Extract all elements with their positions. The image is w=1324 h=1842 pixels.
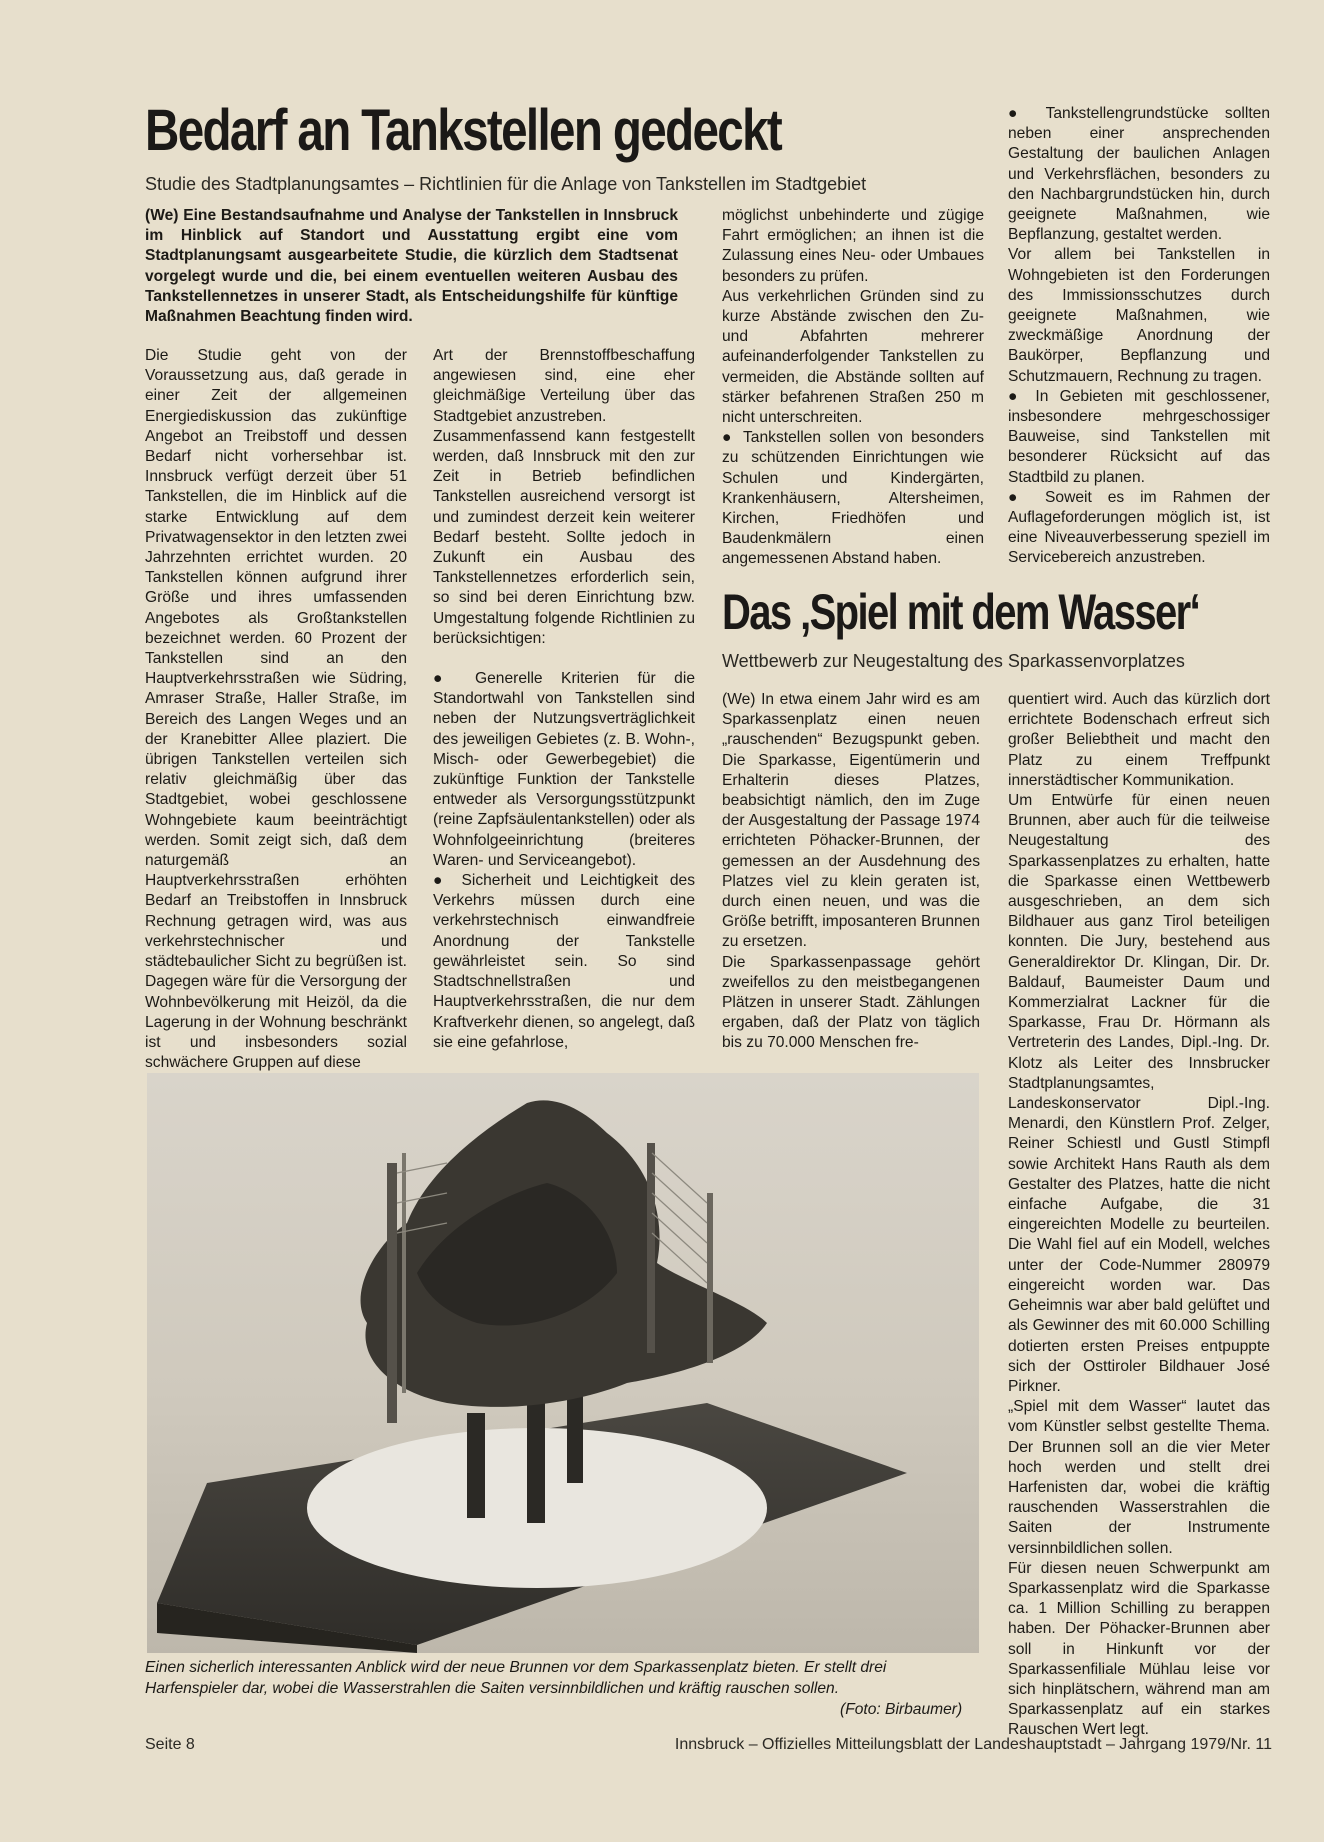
article1-col3-para-b: Aus verkehrlichen Gründen sind zu kurze Abstände zwischen den Zu- und Abfahrten mehrerer aufeinanderfolgender Tankstellen zu vermeiden, die Abstände sollten auf stärker befahrenen Straßen 250 m nicht unterschreiten. bbox=[722, 287, 984, 427]
photo-caption-text: Einen sicherlich interessanten Anblick wird der neue Brunnen vor dem Sparkassenplatz bieten. Er stellt drei Harfenspieler dar, wobei die Wasserstrahlen die Saiten versinnbildlichen und kräftig rauschen sollen. bbox=[145, 1659, 887, 1697]
article2-col1-para-b: Die Sparkassenpassage gehört zweifellos zu den meistbegangenen Plätzen in unserer Stadt. Zählungen ergaben, daß der Platz von täglich bis zu 70.000 Menschen fre- bbox=[722, 953, 980, 1052]
article1-column-1 bbox=[145, 346, 407, 1073]
article2-col1-para-a: (We) In etwa einem Jahr wird es am Sparkassenplatz einen neuen „rauschenden“ Bezugspunkt geben. Die Sparkasse, Eigentümerin und Erhalterin dieses Platzes, beabsichtigt nämlich, den im Zuge der Ausgestaltung der Passage 1974 errichteten Pöhacker-Brunnen, der gemessen an der Ausdehnung des Platzes viel zu klein geraten ist, durch einen neuen, und was die Größe betrifft, imposanteren Brunnen zu ersetzen. bbox=[722, 691, 981, 951]
bullet-icon: ● bbox=[1008, 387, 1025, 405]
article2-col2-para-b: Um Entwürfe für einen neuen Brunnen, aber auch für die teilweise Neugestaltung des Sparkassenplatzes zu erhalten, hatte die Sparkasse einen Wettbewerb ausgeschrieben, an dem sich Bildhauer aus ganz Tirol beteiligen konnten. Die Jury, bestehend aus Generaldirektor Dr. Klingan, Dir. Dr. Baldauf, Baumeister Daum und Kommerzialrat Lackner für die Sparkasse, Frau Dr. Hörmann als Vertreterin des Landes, Dipl.-Ing. Dr. Klotz als Leiter des Innsbrucker Stadtplanungsamtes, Landeskonservator Dipl.-Ing. Menardi, den Künstlern Prof. Zelger, Reiner Schiestl und Gustl Stimpfl sowie Architekt Hans Rauth als dem Gestalter des Platzes, hatte die nicht einfache Aufgabe, die 31 eingereichten Modelle zu beurteilen. Die Wahl fiel auf ein Modell, welches unter der Code-Nummer 280979 eingereicht worden war. Das Geheimnis war aber bald gelüftet und als Gewinner des mit 60.000 Schilling dotierten ersten Preises entpuppte sich der Osttiroler Bildhauer José Pirkner. bbox=[1008, 792, 1270, 1395]
article1-col2-bullet-1 bbox=[433, 669, 695, 871]
bullet-icon: ● bbox=[1008, 488, 1030, 506]
article1-col4-bullet-2 bbox=[1008, 387, 1270, 488]
article1-lead-text: (We) Eine Bestandsaufnahme und Analyse der Tankstellen in Innsbruck im Hinblick auf Standort und Ausstattung ergibt eine vom Stadtplanungsamt ausgearbeitete Studie, die kürzlich dem Stadtsenat vorgelegt wurde und die, bei einem eventuellen weiteren Ausbau des Tankstellennetzes in unserer Stadt, als Entscheidungshilfe für künftige Maßnahmen Beachtung finden wird. bbox=[145, 207, 678, 326]
article2-col2-para-a: quentiert wird. Auch das kürzlich dort errichtete Bodenschach erfreut sich großer Beliebtheit und macht den Platz zu einem Treffpunkt innerstädtischer Kommunikation. bbox=[1008, 691, 1270, 789]
article1-col4-para-b: Vor allem bei Tankstellen in Wohngebieten ist den Forderungen des Immissionsschutzes durch geeignete Maßnahmen, wie zweckmäßige Anordnung der Baukörper, Bepflanzung und Schutzmauern, Rechnung zu tragen. bbox=[1008, 246, 1270, 385]
article1-col3-bullet-1-text: Tankstellen sollen von besonders zu schützenden Einrichtungen wie Schulen und Kindergärten, Krankenhäusern, Altersheimen, Kirchen, Friedhöfen und Baudenkmälern einen angemessenen Abstand haben. bbox=[722, 429, 984, 568]
article2-headline: Das ‚Spiel mit dem Wasser‘ bbox=[722, 584, 1200, 640]
article1-col3-bullet-1 bbox=[722, 428, 984, 569]
fountain-model-photo bbox=[147, 1073, 979, 1653]
article1-col4-bullet-2-text: In Gebieten mit geschlossener, insbesondere mehrgeschossiger Bauweise, sind Tankstellen mit besonderer Rücksicht auf das Stadtbild zu planen. bbox=[1008, 387, 1270, 486]
article2-col2-para-d: Für diesen neuen Schwerpunkt am Sparkassenplatz wird die Sparkasse ca. 1 Million Schilling zu berappen haben. Der Pöhacker-Brunnen aber soll in Hinkunft vor der Sparkassenfiliale Mühlau leise vor sich hinplätschern, während man am Sparkassenplatz auf ein starkes Rauschen Wert legt. bbox=[1008, 1559, 1270, 1739]
article2-subheadline: Wettbewerb zur Neugestaltung des Sparkassenvorplatzes bbox=[722, 651, 1185, 671]
footer-publication: Innsbruck – Offizielles Mitteilungsblatt der Landeshauptstadt – Jahrgang 1979/Nr. 11 bbox=[674, 1736, 1272, 1753]
article1-col4-bullet-1-text: Tankstellengrundstücke sollten neben einer ansprechenden Gestaltung der baulichen Anlagen und Verkehrsflächen, besonders zu den Nachbargrundstücken hin, durch geeignete Maßnahmen, wie Bepflanzung, gestaltet werden. bbox=[1008, 105, 1270, 244]
article1-col2-bullet-2 bbox=[433, 871, 695, 1053]
bullet-icon: ● bbox=[722, 429, 736, 447]
article1-col2-bullet-2-text: Sicherheit und Leichtigkeit des Verkehrs müssen durch eine verkehrstechnisch einwandfreie Anordnung der Tankstelle gewährleistet sein. So sind Stadtschnellstraßen und Hauptverkehrsstraßen, die nur dem Kraftverkehr dienen, so angelegt, daß sie eine gefahrlose, bbox=[433, 872, 695, 1051]
article1-col2-para-a: Art der Brennstoffbeschaffung angewiesen sind, eine eher gleichmäßige Verteilung über das Stadtgebiet anzustreben. bbox=[433, 347, 695, 425]
article1-col4-bullet-3-text: Soweit es im Rahmen der Auflageforderungen möglich ist, ist eine Niveauverbesserung speziell im Servicebereich anzustreben. bbox=[1008, 488, 1270, 567]
article1-column-2 bbox=[433, 346, 695, 1053]
article1-col4-bullet-3 bbox=[1008, 488, 1270, 569]
article1-col3-para-a: möglichst unbehinderte und zügige Fahrt ermöglichen; an ihnen ist die Zulassung eines Neu- oder Umbaues besonders zu prüfen. bbox=[722, 207, 984, 285]
bullet-icon: ● bbox=[1008, 105, 1030, 122]
footer-page-number: Seite 8 bbox=[145, 1736, 195, 1753]
article1-lead bbox=[145, 206, 678, 327]
article1-headline: Bedarf an Tankstellen gedeckt bbox=[145, 98, 782, 163]
article1-col1-text: Die Studie geht von der Voraussetzung aus, daß gerade in einer Zeit der allgemeinen Energiediskussion das zukünftige Angebot an Treibstoff und dessen Bedarf nicht vorhersehbar ist. Innsbruck verfügt derzeit über 51 Tankstellen, die im Hinblick auf die starke Entwicklung auf dem Privatwagensektor in den letzten zwei Jahrzehnten errichtet wurden. 20 Tankstellen können aufgrund ihrer Größe und ihres umfassenden Angebotes als Großtankstellen bezeichnet werden. 60 Prozent der Tankstellen sind an den Hauptverkehrsstraßen wie Südring, Amraser Straße, Haller Straße, im Bereich des Langen Weges und an der Kranebitter Allee plaziert. Die übrigen Tankstellen verteilen sich relativ gleichmäßig über das Stadtgebiet, wobei geschlossene Wohngebiete kaum beeinträchtigt werden. Somit zeigt sich, daß dem naturgemäß an Hauptverkehrsstraßen erhöhten Bedarf an Treibstoffen in Innsbruck Rechnung getragen wird, was aus verkehrstechnischer und städtebaulicher Sicht zu begrüßen ist. Dagegen wäre für die Versorgung der Wohnbevölkerung mit Heizöl, da die Lagerung in der Wohnung beschränkt ist und insbesonders sozial schwächere Gruppen auf diese bbox=[145, 347, 407, 1072]
article1-col2-para-b: Zusammenfassend kann festgestellt werden, daß Innsbruck mit den zur Zeit in Betrieb befindlichen Tankstellen ausreichend versorgt ist und zumindest derzeit kein weiterer Bedarf besteht. Sollte jedoch in Zukunft ein Ausbau des Tankstellennetzes erforderlich sein, so sind bei deren Einrichtung bzw. Umgestaltung folgende Richtlinien zu berücksichtigen: bbox=[433, 427, 695, 647]
article2-col2-para-c: „Spiel mit dem Wasser“ lautet das vom Künstler selbst gestellte Thema. Der Brunnen soll an die vier Meter hoch werden und stellt drei Harfenisten dar, wobei die kräftig rauschenden Wasserstrahlen die Saiten der Instrumente versinnbildlichen sollen. bbox=[1008, 1398, 1270, 1557]
fountain-model-image bbox=[147, 1073, 979, 1653]
photo-caption bbox=[145, 1657, 983, 1699]
article2-column-2 bbox=[1008, 690, 1270, 1741]
article1-column-4 bbox=[1008, 104, 1270, 569]
article1-subheadline: Studie des Stadtplanungsamtes – Richtlinien für die Anlage von Tankstellen im Stadtgebiet bbox=[145, 174, 867, 194]
article1-col4-bullet-1 bbox=[1008, 104, 1270, 245]
article2-column-1 bbox=[722, 690, 980, 1054]
article1-column-3 bbox=[722, 206, 984, 570]
bullet-icon: ● bbox=[433, 670, 457, 688]
article1-col2-bullet-1-text: Generelle Kriterien für die Standortwahl von Tankstellen sind neben der Nutzungsverträglichkeit des jeweiligen Gebietes (z. B. Wohn-, Misch- oder Gewerbegebiet) die zukünftige Funktion der Tankstelle entweder als Versorgungsstützpunkt (reine Zapfsäulentankstellen) oder als Wohnfolgeeinrichtung (breiteres Waren- und Serviceangebot). bbox=[433, 670, 695, 869]
photo-credit: (Foto: Birbaumer) bbox=[840, 1701, 963, 1718]
bullet-icon: ● bbox=[433, 872, 450, 890]
